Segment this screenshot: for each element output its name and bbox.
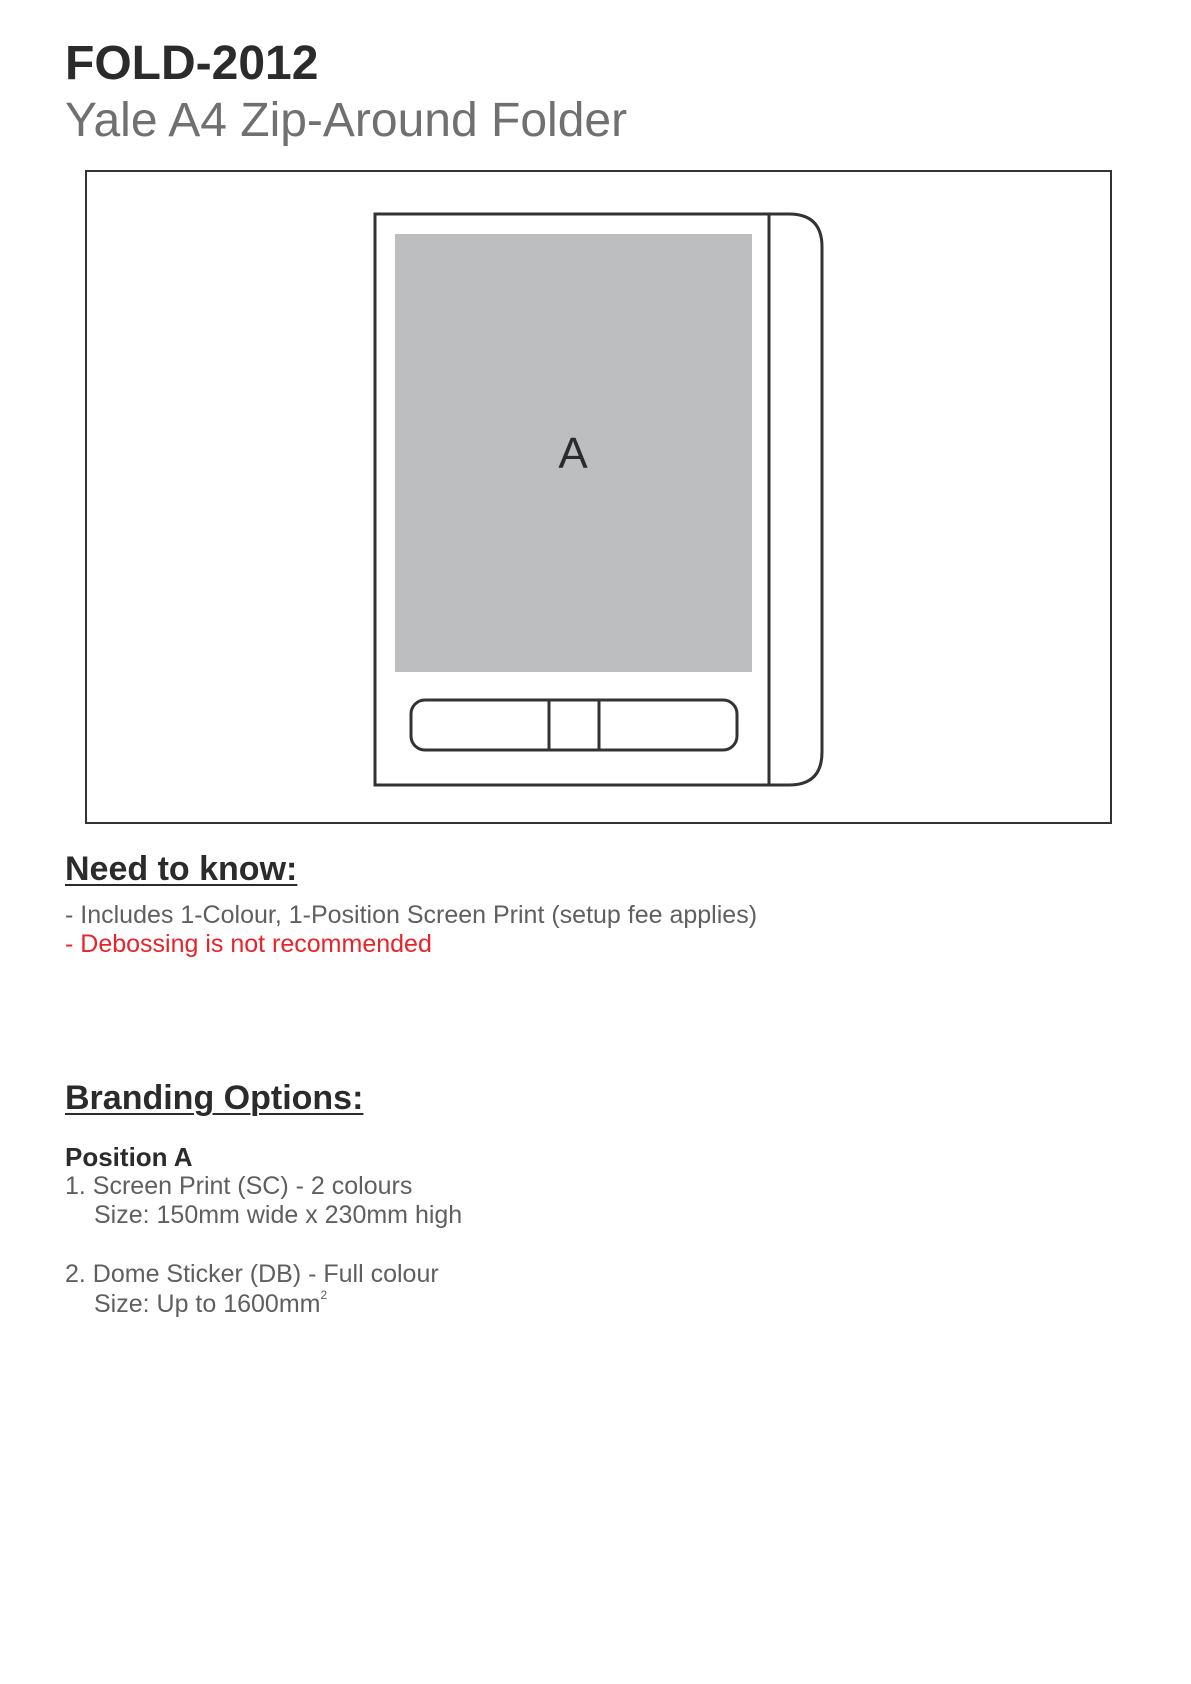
dome-sticker-size-text: Size: Up to 1600mm xyxy=(94,1290,321,1318)
option-dome-sticker-size xyxy=(94,1288,328,1318)
note-screen-print: - Includes 1-Colour, 1-Position Screen Print (setup fee applies) xyxy=(65,901,758,929)
option-dome-sticker-title: 2. Dome Sticker (DB) - Full colour xyxy=(65,1260,439,1288)
strap-clasp xyxy=(549,700,599,750)
folder-zip-edge xyxy=(769,214,822,785)
product-code: FOLD-2012 xyxy=(65,37,319,90)
position-title: Position A xyxy=(65,1142,193,1172)
need-to-know-heading: Need to know: xyxy=(65,850,298,888)
option-screen-print-size: Size: 150mm wide x 230mm high xyxy=(94,1201,463,1229)
size-superscript: 2 xyxy=(320,1288,328,1302)
position-a-label: A xyxy=(558,429,588,478)
note-debossing-warning: - Debossing is not recommended xyxy=(65,930,432,958)
option-screen-print-title: 1. Screen Print (SC) - 2 colours xyxy=(65,1172,413,1200)
folder-diagram xyxy=(0,0,1191,840)
branding-options-heading: Branding Options: xyxy=(65,1079,364,1117)
product-name: Yale A4 Zip-Around Folder xyxy=(65,94,628,147)
